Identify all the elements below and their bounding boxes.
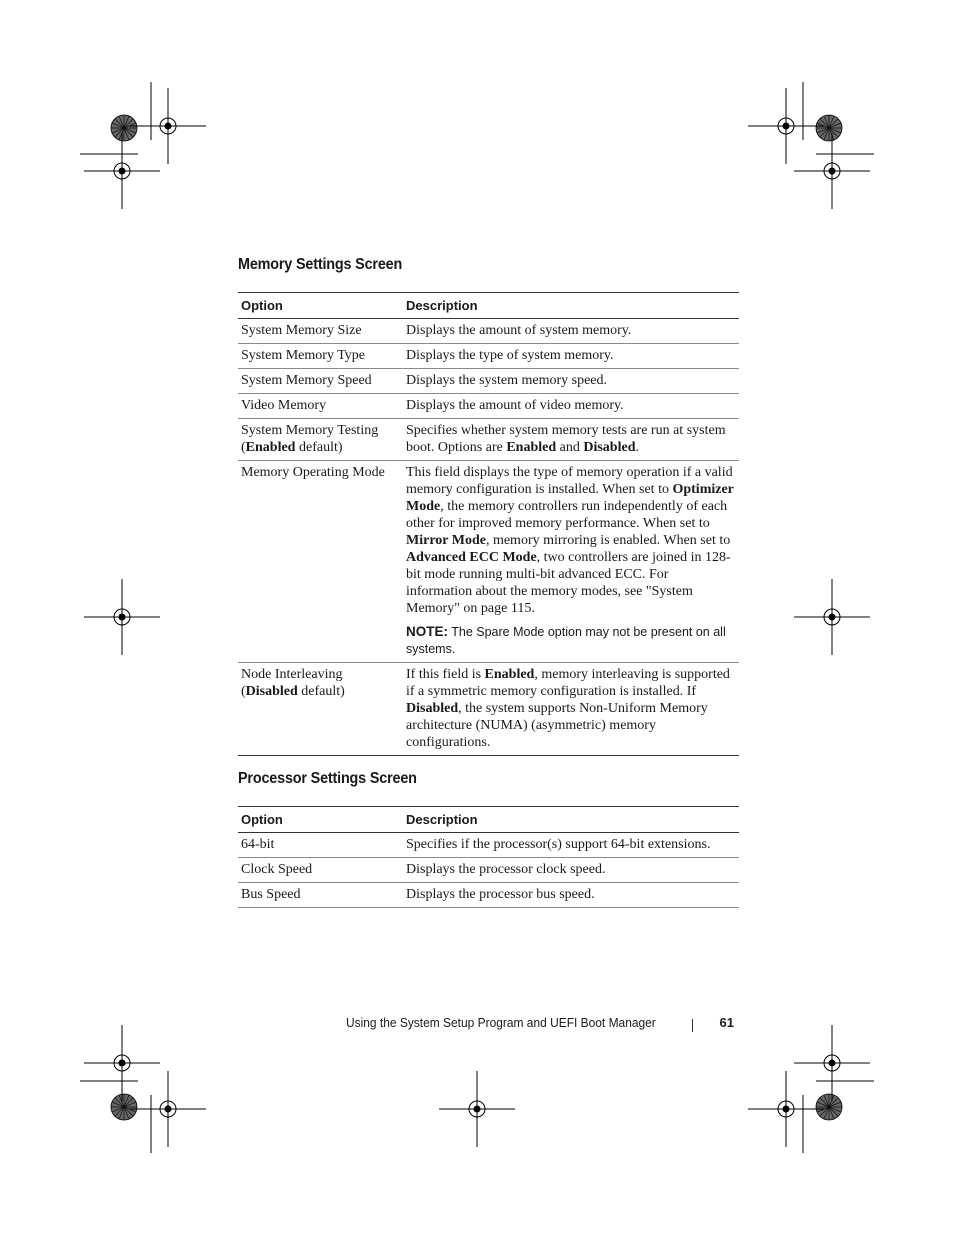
memory-settings-table [238,292,739,756]
default-suffix: default) [297,684,345,699]
description-text: , two controllers are joined in 128-bit mode running multi-bit advanced ECC. For information about the memory modes, see "System Memory" on page 115. [406,550,731,616]
note [406,623,736,658]
description-text: , memory interleaving is supported if a symmetric memory configuration is installed. If [406,667,730,699]
registration-mark [130,1071,206,1147]
registration-mark [794,133,870,209]
registration-mark [130,88,206,164]
table-row [238,319,739,344]
table-row [238,394,739,419]
option-cell: System Memory Size [238,319,403,344]
keyword: Enabled [506,440,557,455]
option-cell: Bus Speed [238,883,403,908]
description-cell: Displays the system memory speed. [403,369,739,394]
registration-mark [84,1025,160,1101]
registration-mark [748,1071,824,1147]
note-label: NOTE: [406,624,448,639]
note-text: option may not be present on all systems. [406,625,726,656]
table-row [238,344,739,369]
keyword: Disabled [583,440,636,455]
paren: ( [241,684,246,699]
star-target-top-right [816,115,842,141]
option-text: System Memory Testing [241,423,379,438]
registration-mark [439,1071,515,1147]
option-cell: System Memory Speed [238,369,403,394]
description-text: If this field is [406,667,485,682]
registration-mark [748,88,824,164]
column-header-description: Description [403,293,739,319]
column-header-option: Option [238,293,403,319]
table-row [238,663,739,756]
star-target-bottom-left [111,1094,137,1120]
description-cell: Displays the amount of system memory. [403,319,739,344]
description-text: This field displays the type of memory operation if a valid memory configuration is installed. When set to [406,465,733,497]
table-row [238,833,739,858]
description-text: and [556,440,584,455]
option-cell: Memory Operating Mode [238,461,403,663]
table-row [238,858,739,883]
keyword: Advanced ECC Mode [406,550,537,565]
description-cell: Displays the type of system memory. [403,344,739,369]
table-row [238,883,739,908]
option-cell [238,419,403,461]
processor-settings-table [238,806,739,908]
option-cell: System Memory Type [238,344,403,369]
description-cell: Displays the processor bus speed. [403,883,739,908]
paren: ( [241,440,246,455]
registration-mark [84,579,160,655]
page-number: 61 [719,1015,734,1030]
registration-mark [794,1025,870,1101]
keyword: Mirror Mode [406,533,486,548]
registration-mark [84,133,160,209]
keyword: Optimizer Mode [406,482,734,514]
star-target-top-left [111,115,137,141]
default-suffix: default) [295,440,343,455]
description-cell [403,461,739,663]
keyword: Disabled [406,701,459,716]
description-cell: Specifies if the processor(s) support 64-bit extensions. [403,833,739,858]
keyword: Enabled [484,667,535,682]
page-content [238,256,739,908]
column-header-description: Description [403,807,739,833]
description-cell: Displays the processor clock speed. [403,858,739,883]
note-text: The [448,625,477,639]
footer-divider [692,1019,693,1032]
option-cell: Video Memory [238,394,403,419]
default-value: Disabled [245,684,298,699]
table-header-row [238,293,739,319]
description-text: Specifies whether system memory tests are run at system boot. Options are [406,423,726,455]
memory-settings-heading: Memory Settings Screen [238,256,403,273]
registration-mark [794,579,870,655]
page-footer [346,1015,738,1035]
default-value: Enabled [245,440,296,455]
option-text: Node Interleaving [241,667,343,682]
footer-chapter-title: Using the System Setup Program and UEFI Boot Manager [346,1015,656,1030]
description-text: , memory mirroring is enabled. When set to [485,533,731,548]
option-cell: Clock Speed [238,858,403,883]
option-cell: 64-bit [238,833,403,858]
option-cell [238,663,403,756]
table-row [238,419,739,461]
table-row [238,369,739,394]
description-paragraph [406,464,736,617]
description-text: , the memory controllers run independently of each other for improved memory performance. When set to [406,499,728,531]
description-cell [403,663,739,756]
star-target-bottom-right [816,1094,842,1120]
description-cell: Displays the amount of video memory. [403,394,739,419]
description-cell [403,419,739,461]
table-row [238,461,739,663]
description-text: , the system supports Non-Uniform Memory architecture (NUMA) (asymmetric) memory configurations. [406,701,708,750]
processor-settings-heading: Processor Settings Screen [238,770,417,787]
description-text: . [635,440,639,455]
column-header-option: Option [238,807,403,833]
note-option-name: Spare Mode [476,625,545,639]
table-header-row [238,807,739,833]
